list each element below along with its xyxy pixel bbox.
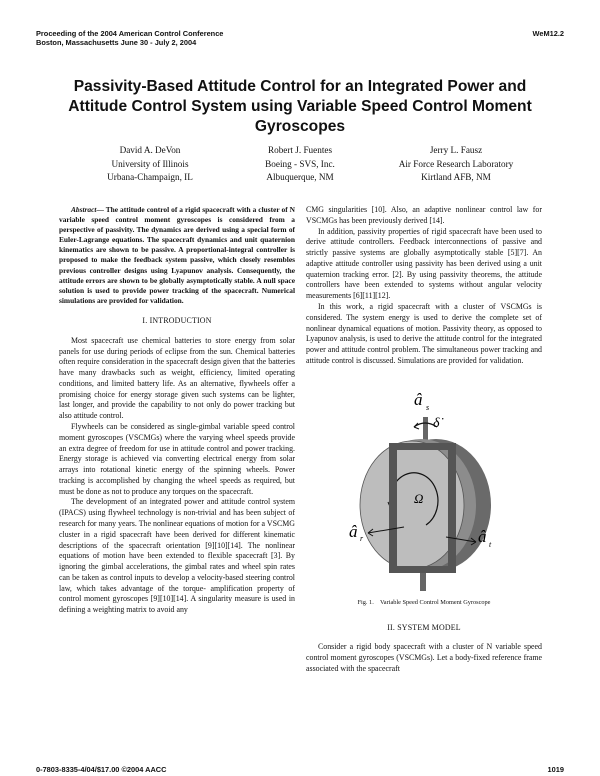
author-name: Robert J. Fuentes <box>267 145 333 155</box>
abstract-text: — The attitude control of a rigid spacecraft with a cluster of N variable speed control moment gyroscopes is considered from a perspective of passivity. The dynamics are derived using a special form of Euler-Lagrange equations. The spacecraft dynamics and unit quaternion kinematics are shown to be passive. A proportional-integral controller is proposed to make the feedback system passive, which closely resembles previous controller designs using Lyapunov analysis. Consequently, the attitude errors are shown to be globally asymptotically stable. A null space solution is used to provide power tracking of the spacecraft. Numerical simulations are provided for validation. <box>59 205 295 305</box>
copyright-footer: 0-7803-8335-4/04/$17.00 ©2004 AACC <box>36 765 167 774</box>
label-a-s-sub: s <box>426 402 430 412</box>
body-paragraph: In addition, passivity properties of rigid spacecraft have been used to derive attitude controllers. Feedback interconnections of passive and strictly passive systems are globally asymptotically stable [5][7]. An adaptive attitude controller using passivity has been derived using a unit quaternion tracking error. [2]. By using passivity theorems, the attitude controllers have been extended to systems without angular velocity measurements [6][11][12]. <box>306 226 542 301</box>
conference-line-1: Proceeding of the 2004 American Control Conference <box>36 29 224 38</box>
gimbal-frame-top <box>389 443 456 450</box>
intro-paragraph: The development of an integrated power and attitude control system (IPACS) using flywheel technology is non-trivial and has been subject of research for many years. The nonlinear equations of motion for a VSCMG cluster in a rigid spacecraft have been derived for different kinematic descriptions of the spacecraft orientation [9][10][14]. The nonlinear equations of motion have been extended to flexible spacecraft [3]. By ignoring the gimbal accelerations, the gimbal rates and wheel spin rates can be taken as control inputs to develop a velocity-based steering control law, which takes advantage of the torque- amplification property of control moment gyroscopes [9][10][14]. A singularity measure is used in defining a weighting matrix to avoid any <box>59 497 295 615</box>
abstract <box>59 205 295 306</box>
conference-line-2: Boston, Massachusetts June 30 - July 2, 2004 <box>36 38 197 47</box>
author-affiliation: Air Force Research Laboratory <box>398 158 514 169</box>
body-paragraph: Consider a rigid body spacecraft with a cluster of N variable speed control moment gyroscopes (VSCMGs). Let a body-fixed reference frame associated with the spacecraft <box>306 642 542 673</box>
author-affiliation: Boeing - SVS, Inc. <box>265 158 335 169</box>
gimbal-frame-bottom <box>389 566 456 573</box>
session-code: WeM12.2 <box>532 29 564 38</box>
label-delta-dot: δ̇ <box>433 415 440 431</box>
conference-header <box>36 29 223 47</box>
author-name: Jerry L. Fausz <box>429 145 483 155</box>
gimbal-frame-right <box>448 443 456 573</box>
author-3 <box>366 144 546 185</box>
gimbal-shaft-bottom <box>420 573 426 591</box>
label-a-t-sub: t <box>489 539 492 549</box>
gyroscope-diagram <box>306 377 556 595</box>
author-2 <box>225 144 375 185</box>
author-name: David A. DeVon <box>119 145 181 155</box>
body-paragraph: In this work, a rigid spacecraft with a cluster of VSCMGs is considered. The system energy is used to derive the complete set of nonlinear dynamical equations of motion. Passivity theory, as opposed to Lyapunov analysis, is used to derive the attitude control for the integrated power and attitude control problem. The simultaneous power tracking and attitude control is discussed. Simulations are provided for validation. <box>306 302 542 365</box>
section-heading-system-model: II. SYSTEM MODEL <box>387 622 461 632</box>
left-column <box>59 205 295 616</box>
intro-paragraph: Flywheels can be considered as single-gimbal variable speed control moment gyroscopes (VSCMGs) where the varying wheel speeds provide an extra degree of freedom for use in attitude control and power tracking. Energy storage is achieved via converting electrical energy from solar arrays into rotational kinetic energy of the spinning wheels. Power tracking is accomplished by changing the wheel speeds as required, but must be done as not to produce any torques on the spacecraft. <box>59 421 295 496</box>
section-heading-introduction: I. INTRODUCTION <box>142 315 212 325</box>
page-number: 1019 <box>547 765 564 774</box>
body-paragraph: CMG singularities [10]. Also, an adaptive nonlinear control law for VSCMGs has been previously derived [14]. <box>306 205 542 225</box>
label-a-r: â <box>349 521 358 541</box>
author-location: Urbana-Champaign, IL <box>107 172 193 182</box>
paper-title: Passivity-Based Attitude Control for an Integrated Power and Attitude Control System using Variable Speed Control Moment Gyroscopes <box>68 78 532 135</box>
figure-caption: Fig. 1. Variable Speed Control Moment Gyroscope <box>357 598 491 606</box>
label-a-s: â <box>414 389 423 409</box>
author-affiliation: University of Illinois <box>111 158 189 169</box>
abstract-label: Abstract <box>71 205 97 214</box>
author-1 <box>75 144 225 185</box>
gimbal-frame-left <box>389 443 397 573</box>
label-a-r-sub: r <box>360 533 364 543</box>
vscmg-figure <box>306 377 556 595</box>
right-column <box>306 205 542 675</box>
intro-paragraph: Most spacecraft use chemical batteries to store energy from solar panels for use during periods of eclipse from the sun. Chemical batteries often require consideration in the spacecraft design given that the batteries have many drawbacks such as weight, efficiency, limited operating conditions, and limited battery life. As an alternative, flywheels offer a promising choice for energy storage given such systems can be lighter, last longer, and provide the capability to not only do power tracking but also attitude control. <box>59 335 295 421</box>
author-location: Albuquerque, NM <box>266 172 334 182</box>
author-location: Kirtland AFB, NM <box>421 172 491 182</box>
label-a-t: â <box>478 526 487 546</box>
label-omega: Ω <box>414 490 424 506</box>
